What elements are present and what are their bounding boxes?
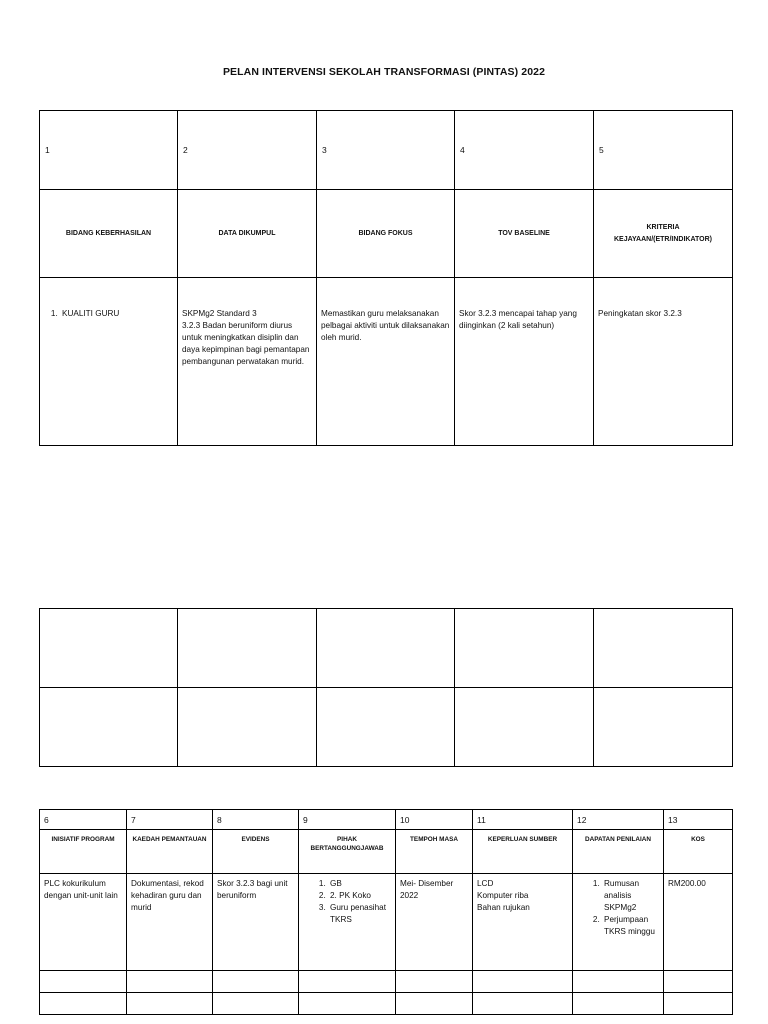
cell-bidang-keberhasilan [40, 278, 178, 446]
col-number: 6 [40, 810, 127, 830]
intervention-table-part1 [39, 110, 733, 446]
cell-dapatan [573, 874, 664, 971]
col-number: 4 [455, 111, 594, 190]
cell-inisiatif: PLC kokurikulum dengan unit-unit lain [40, 874, 127, 971]
empty-cell [213, 971, 299, 993]
col-number: 1 [40, 111, 178, 190]
cell-tempoh: Mei- Disember 2022 [396, 874, 473, 971]
keperluan-line: Bahan rujukan [477, 903, 530, 912]
empty-cell [299, 971, 396, 993]
header-bidang-fokus: BIDANG FOKUS [317, 190, 455, 278]
table-row [40, 874, 733, 971]
bidang-list [44, 308, 173, 320]
cell-evidens: Skor 3.2.3 bagi unit beruniform [213, 874, 299, 971]
list-item: 1. Rumusan analisis SKPMg2 [602, 878, 659, 914]
empty-cell [317, 688, 455, 767]
page-title: PELAN INTERVENSI SEKOLAH TRANSFORMASI (PINTAS) 2022 [222, 66, 546, 78]
list-item: 2. Perjumpaan TKRS minggu [602, 914, 659, 938]
empty-cell [40, 688, 178, 767]
col-number: 3 [317, 111, 455, 190]
cell-bidang-fokus: Memastikan guru melaksanakan pelbagai aktiviti untuk dilaksanakan oleh murid. [317, 278, 455, 446]
empty-cell [40, 971, 127, 993]
header-kaedah-pemantauan: KAEDAH PEMANTAUAN [127, 830, 213, 874]
table-row [40, 609, 733, 688]
empty-cell [455, 688, 594, 767]
empty-cell [127, 993, 213, 1015]
empty-cell [573, 971, 664, 993]
table-row [40, 278, 733, 446]
intervention-table-part2 [39, 809, 733, 1015]
col-number: 8 [213, 810, 299, 830]
empty-cell [40, 993, 127, 1015]
pihak-list [303, 878, 391, 926]
table-row [40, 993, 733, 1015]
empty-cell [40, 609, 178, 688]
col-number: 13 [664, 810, 733, 830]
cell-kaedah: Dokumentasi, rekod kehadiran guru dan murid [127, 874, 213, 971]
empty-cell [299, 993, 396, 1015]
keperluan-line: Komputer riba [477, 891, 529, 900]
header-data-dikumpul: DATA DIKUMPUL [178, 190, 317, 278]
empty-cell [178, 688, 317, 767]
list-item: 1. GB [328, 878, 391, 890]
column-header-row [40, 190, 733, 278]
header-bidang-keberhasilan: BIDANG KEBERHASILAN [40, 190, 178, 278]
cell-pihak [299, 874, 396, 971]
cell-data-dikumpul [178, 278, 317, 446]
empty-table [39, 608, 733, 767]
column-number-row [40, 111, 733, 190]
data-dikumpul-line: SKPMg2 Standard 3 [182, 309, 257, 318]
keperluan-line: LCD [477, 879, 494, 888]
empty-cell [317, 609, 455, 688]
header-tov-baseline: TOV BASELINE [455, 190, 594, 278]
col-number: 2 [178, 111, 317, 190]
cell-keperluan [473, 874, 573, 971]
empty-cell [396, 993, 473, 1015]
header-kriteria: KRITERIA KEJAYAAN/(ETR/INDIKATOR) [594, 190, 733, 278]
col-number: 5 [594, 111, 733, 190]
table-row [40, 971, 733, 993]
header-inisiatif-program: INISIATIF PROGRAM [40, 830, 127, 874]
table-row [40, 688, 733, 767]
empty-cell [455, 609, 594, 688]
header-kos: KOS [664, 830, 733, 874]
empty-cell [664, 993, 733, 1015]
dapatan-list [577, 878, 659, 938]
empty-cell [127, 971, 213, 993]
empty-cell [473, 971, 573, 993]
header-tempoh-masa: TEMPOH MASA [396, 830, 473, 874]
column-header-row [40, 830, 733, 874]
empty-cell [396, 971, 473, 993]
empty-cell [573, 993, 664, 1015]
column-number-row [40, 810, 733, 830]
col-number: 9 [299, 810, 396, 830]
header-pihak-bertanggungjawab: PIHAK BERTANGGUNGJAWAB [299, 830, 396, 874]
empty-cell [594, 609, 733, 688]
list-item: 2. 2. PK Koko [328, 890, 391, 902]
data-dikumpul-line: 3.2.3 Badan beruniform diurus untuk meningkatkan disiplin dan daya kepimpinan bagi pemantapan pembangunan perwatakan murid. [182, 321, 310, 366]
empty-cell [473, 993, 573, 1015]
cell-tov-baseline: Skor 3.2.3 mencapai tahap yang diinginkan (2 kali setahun) [455, 278, 594, 446]
col-number: 10 [396, 810, 473, 830]
empty-cell [213, 993, 299, 1015]
empty-cell [594, 688, 733, 767]
col-number: 7 [127, 810, 213, 830]
list-item: 3. Guru penasihat TKRS [328, 902, 391, 926]
header-dapatan-penilaian: DAPATAN PENILAIAN [573, 830, 664, 874]
header-evidens: EVIDENS [213, 830, 299, 874]
cell-kos: RM200.00 [664, 874, 733, 971]
empty-cell [664, 971, 733, 993]
cell-kriteria: Peningkatan skor 3.2.3 [594, 278, 733, 446]
list-item: 1. KUALITI GURU [60, 308, 173, 320]
empty-cell [178, 609, 317, 688]
col-number: 12 [573, 810, 664, 830]
col-number: 11 [473, 810, 573, 830]
header-keperluan-sumber: KEPERLUAN SUMBER [473, 830, 573, 874]
